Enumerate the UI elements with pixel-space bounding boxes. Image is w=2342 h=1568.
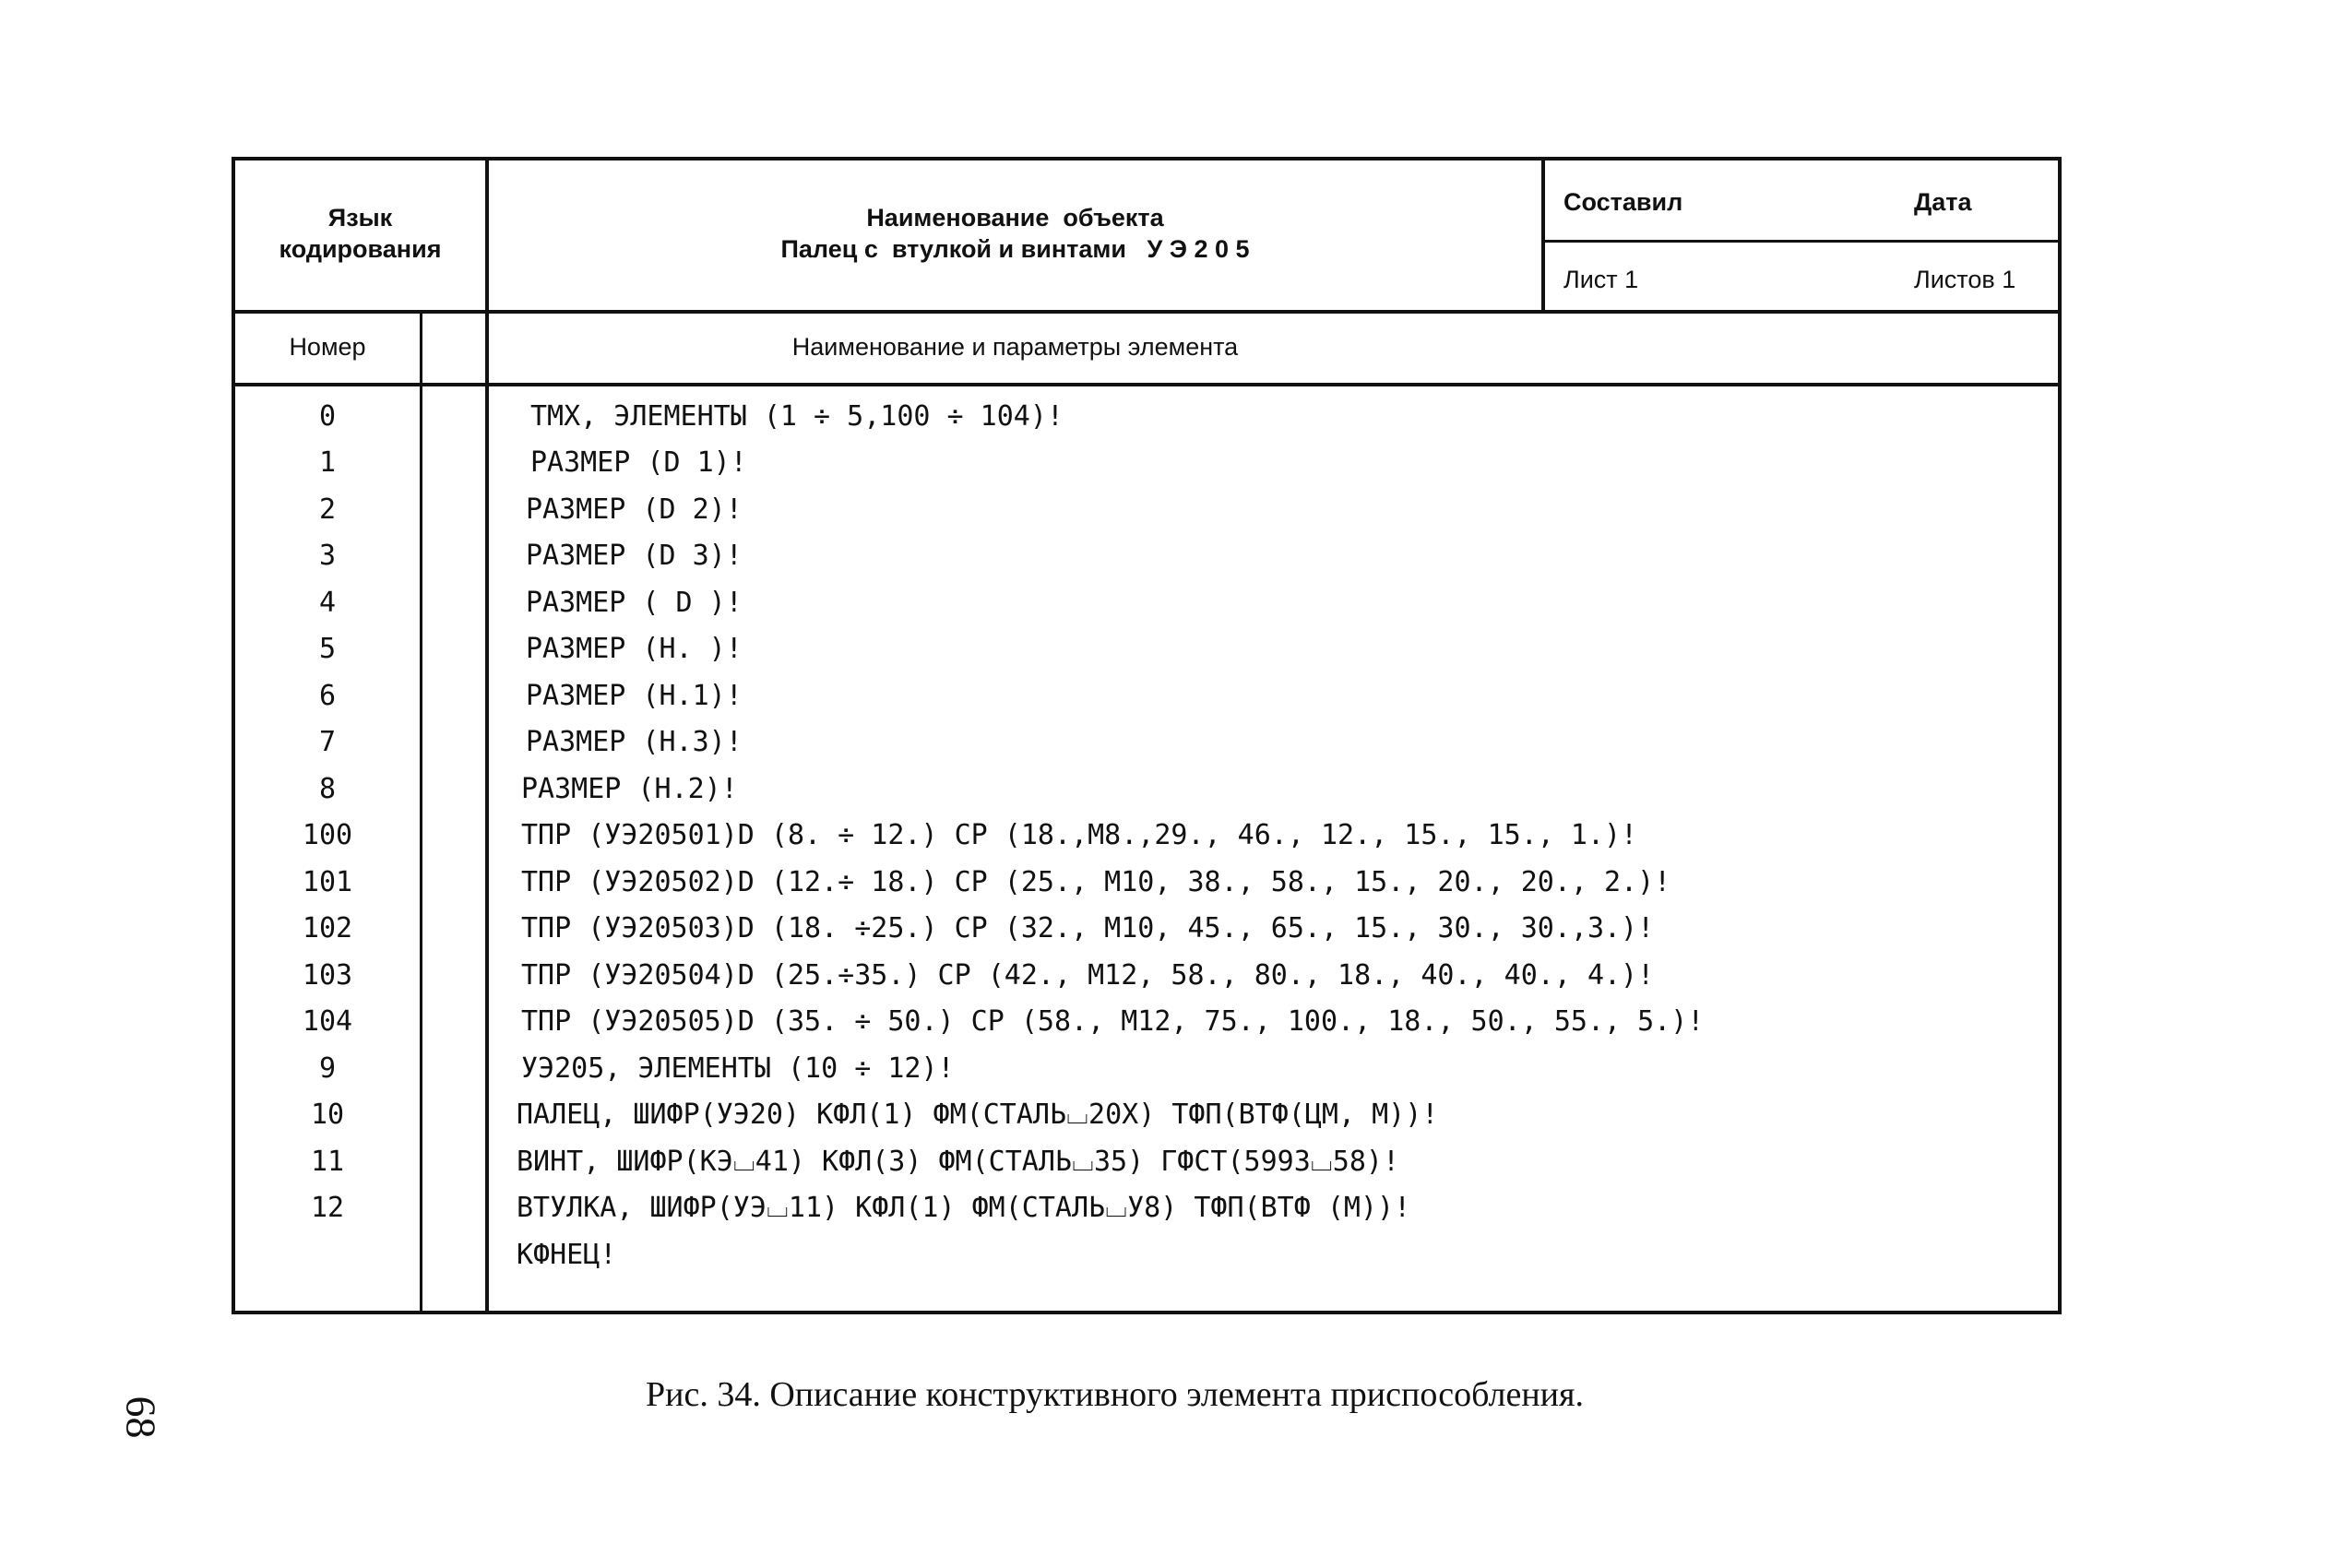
row-text: УЭ205, ЭЛЕМЕНТЫ (10 ÷ 12)! — [521, 1052, 955, 1085]
table-row — [235, 631, 2058, 668]
row-text: ТПР (УЭ20503)D (18. ÷25.) СР (32., М10, 45., 65., 15., 30., 30.,3.)! — [521, 912, 1655, 944]
number-column-header: Номер — [289, 333, 366, 361]
table-row — [235, 538, 2058, 575]
rows-container — [235, 398, 2058, 1312]
row-text: ПАЛЕЦ, ШИФР(УЭ20) КФЛ(1) ФМ(СТАЛЬ⌴20Х) ТФП(ВТФ(ЦМ, М))! — [517, 1099, 1439, 1131]
row-text: ТМХ, ЭЛЕМЕНТЫ (1 ÷ 5,100 ÷ 104)! — [530, 400, 1064, 433]
table-row — [235, 1051, 2058, 1087]
row-text: РАЗМЕР (Н. )! — [526, 633, 743, 665]
sheet-label: Лист 1 — [1563, 266, 1639, 293]
row-text: РАЗМЕР (Н.1)! — [526, 680, 743, 712]
table-row — [235, 864, 2058, 901]
row-number: 8 — [318, 773, 337, 805]
row-text: РАЗМЕР (D 1)! — [530, 446, 747, 479]
row-text: РАЗМЕР (Н.2)! — [521, 773, 738, 805]
row-text: ТПР (УЭ20502)D (12.÷ 18.) СР (25., М10, 38., 58., 15., 20., 20., 2.)! — [521, 866, 1671, 898]
language-label-line1: Язык — [327, 204, 393, 232]
row-number: 101 — [302, 866, 353, 898]
row-number: 5 — [318, 633, 337, 665]
table-row — [235, 771, 2058, 808]
row-text: РАЗМЕР (D 3)! — [526, 540, 743, 572]
row-number: 0 — [318, 400, 337, 433]
figure-caption: Рис. 34. Описание конструктивного элемента приспособления. — [646, 1375, 1585, 1414]
table-row — [235, 910, 2058, 947]
row-number: 9 — [318, 1052, 337, 1085]
row-number: 6 — [318, 680, 337, 712]
row-text: ТПР (УЭ20504)D (25.÷35.) СР (42., М12, 58., 80., 18., 40., 40., 4.)! — [521, 959, 1655, 992]
table-row — [235, 1097, 2058, 1134]
row-text: ВИНТ, ШИФР(КЭ⌴41) КФЛ(3) ФМ(СТАЛЬ⌴35) ГФСТ(5993⌴58)! — [517, 1146, 1400, 1178]
row-text: КФНЕЦ! — [517, 1239, 617, 1271]
element-column-header: Наименование и параметры элемента — [791, 333, 1239, 361]
row-number: 7 — [318, 726, 337, 758]
divider-meta-middle — [1543, 240, 2058, 243]
element-description-form — [232, 157, 2062, 1314]
divider-header-bottom — [235, 310, 2058, 314]
object-name-value: Палец с втулкой и винтами У Э 2 0 5 — [780, 235, 1250, 263]
table-row — [235, 585, 2058, 622]
row-text: ТПР (УЭ20505)D (35. ÷ 50.) СР (58., М12, 75., 100., 18., 50., 55., 5.)! — [521, 1005, 1705, 1038]
table-row — [235, 398, 2058, 435]
page-number: 68 — [117, 1396, 165, 1439]
table-row — [235, 492, 2058, 529]
table-row — [235, 1237, 2058, 1274]
table-row — [235, 678, 2058, 715]
table-row — [235, 1004, 2058, 1040]
row-number: 102 — [302, 912, 353, 944]
language-label — [235, 202, 485, 265]
row-text: РАЗМЕР ( D )! — [526, 587, 743, 619]
compiled-label: Составил — [1563, 188, 1683, 216]
row-number: 11 — [310, 1146, 345, 1178]
table-row — [235, 445, 2058, 481]
row-text: РАЗМЕР (D 2)! — [526, 493, 743, 526]
row-text: ТПР (УЭ20501)D (8. ÷ 12.) СР (18.,М8.,29., 46., 12., 15., 15., 1.)! — [521, 819, 1638, 851]
date-label: Дата — [1914, 188, 1972, 216]
row-text: РАЗМЕР (Н.3)! — [526, 726, 743, 758]
row-number: 2 — [318, 493, 337, 526]
row-number: 12 — [310, 1192, 345, 1224]
table-row — [235, 724, 2058, 761]
row-number: 103 — [302, 959, 353, 992]
table-row — [235, 957, 2058, 994]
row-number: 3 — [318, 540, 337, 572]
row-number: 100 — [302, 819, 353, 851]
divider-meta-column — [1541, 160, 1545, 312]
table-row — [235, 817, 2058, 854]
object-name-label: Наименование объекта — [866, 204, 1164, 232]
table-row — [235, 1190, 2058, 1227]
row-number: 104 — [302, 1005, 353, 1038]
row-number: 1 — [318, 446, 337, 479]
sheets-label: Листов 1 — [1914, 266, 2016, 293]
language-label-line2: кодирования — [279, 235, 442, 263]
table-row — [235, 1144, 2058, 1181]
object-name-cell — [489, 202, 1541, 265]
row-text: ВТУЛКА, ШИФР(УЭ⌴11) КФЛ(1) ФМ(СТАЛЬ⌴У8) ТФП(ВТФ (М))! — [517, 1192, 1411, 1224]
divider-column-header-bottom — [235, 383, 2058, 386]
row-number: 4 — [318, 587, 337, 619]
row-number: 10 — [310, 1099, 345, 1131]
